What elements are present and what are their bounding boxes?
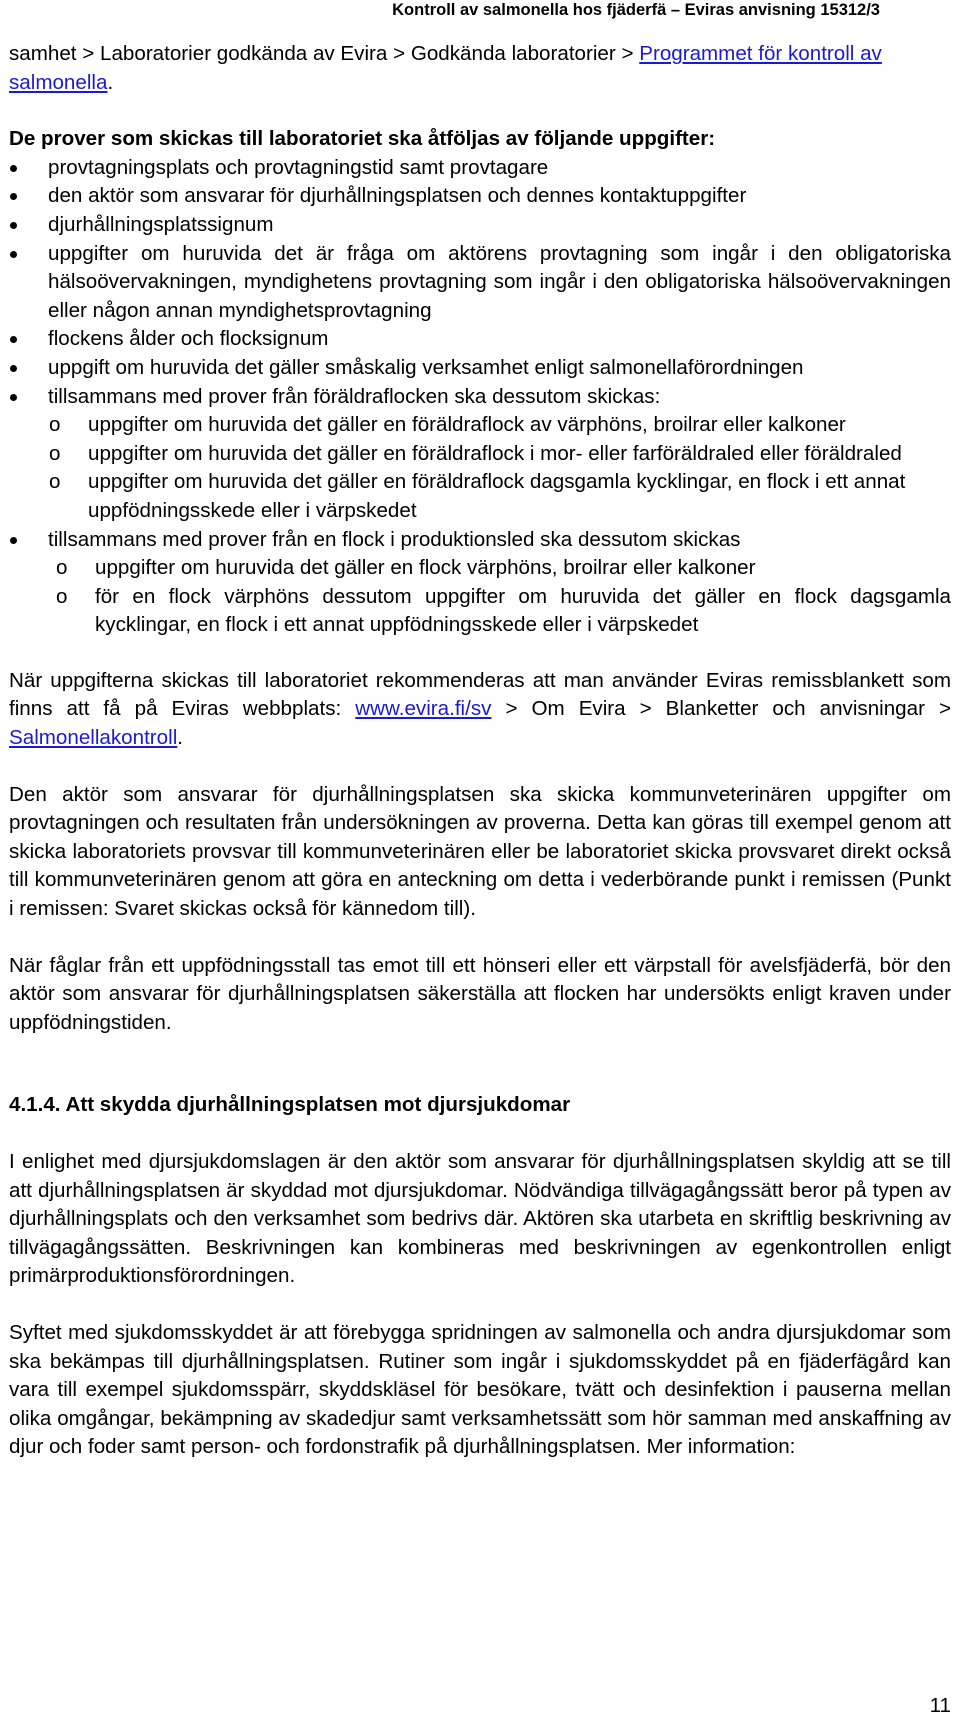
list-item	[9, 182, 951, 211]
remiss-paragraph	[9, 667, 951, 753]
sub-bullet-icon: o	[49, 413, 61, 437]
salmonellakontroll-link[interactable]: Salmonellakontroll	[9, 726, 178, 750]
bullet-icon	[10, 193, 17, 200]
list-item	[9, 526, 951, 555]
bullet-icon	[10, 394, 17, 401]
sub-bullet-icon: o	[56, 556, 68, 580]
list-item-text: tillsammans med prover från föräldraflocken ska dessutom skickas:	[48, 384, 661, 408]
samples-heading: De prover som skickas till laboratoriet ska åtföljas av följande uppgifter:	[9, 127, 716, 151]
remiss-text: När uppgifterna skickas till laboratoriet rekommenderas att man använder Eviras remissblankett som finns att få på Eviras webbplats:	[9, 668, 951, 721]
protection-paragraph: I enlighet med djursjukdomslagen är den aktör som ansvarar för djurhållningsplatsen skyldig att se till att djurhållningsplatsen är skyddad mot djursjukdomar. Nödvändiga tillvägagångssätt beror på typen av djurhållningsplats och den verksamhet som bedrivs där. Aktören ska utarbeta en skriftlig beskrivning av tillvägagångssätten. Beskrivningen kan kombineras med beskrivningen av egenkontrollen enligt primärproduktionsförordningen.	[9, 1150, 951, 1288]
document-body	[9, 40, 951, 1462]
list-item-text: den aktör som ansvarar för djurhållningsplatsen och dennes kontaktuppgifter	[48, 184, 747, 208]
evira-site-link[interactable]: www.evira.fi/sv	[355, 697, 492, 721]
sub-list-item	[9, 468, 951, 525]
parent-flock-sublist	[9, 411, 951, 525]
list-item	[9, 325, 951, 354]
sub-list-item-text: uppgifter om huruvida det gäller en flock värphöns, broilrar eller kalkoner	[95, 556, 756, 580]
sub-list-item	[9, 583, 951, 640]
list-item-text: flockens ålder och flocksignum	[48, 327, 329, 351]
sub-list-item	[9, 411, 951, 440]
section-heading	[9, 1091, 951, 1120]
sub-bullet-icon: o	[49, 441, 61, 465]
section-number: 4.1.4.	[9, 1093, 61, 1117]
sub-list-item-text: för en flock värphöns dessutom uppgifter om huruvida det gäller en flock dagsgamla kycklingar, en flock i ett annat uppfödningsskede eller i värpskedet	[95, 584, 951, 637]
list-item	[9, 154, 951, 183]
salmonella-program-link[interactable]: Programmet för kontroll av salmonella	[9, 42, 882, 94]
list-item-text: djurhållningsplatssignum	[48, 212, 274, 236]
list-item-text: uppgift om huruvida det gäller småskalig verksamhet enligt salmonellaförordningen	[48, 355, 804, 379]
sub-bullet-icon: o	[49, 470, 61, 494]
list-item	[9, 240, 951, 326]
list-item	[9, 383, 951, 412]
section-title: Att skydda djurhållningsplatsen mot djursjukdomar	[65, 1093, 571, 1117]
list-item-text: tillsammans med prover från en flock i produktionsled ska dessutom skickas	[48, 527, 741, 551]
bullet-icon	[10, 222, 17, 229]
samples-list	[9, 154, 951, 411]
breadcrumb-paragraph	[9, 40, 951, 97]
bullet-icon	[10, 537, 17, 544]
breadcrumb-end: .	[107, 70, 114, 94]
bullet-icon	[10, 165, 17, 172]
remiss-text: > Om Evira > Blanketter och anvisningar >	[491, 697, 951, 721]
running-header: Kontroll av salmonella hos fjäderfä – Eviras anvisning 15312/3	[392, 1, 880, 19]
list-item	[9, 211, 951, 240]
sub-bullet-icon: o	[56, 584, 68, 608]
sub-list-item-text: uppgifter om huruvida det gäller en föräldraflock dagsgamla kycklingar, en flock i ett annat uppfödningsskede eller i värpskedet	[88, 470, 906, 522]
notify-paragraph: Den aktör som ansvarar för djurhållningsplatsen ska skicka kommunveterinären uppgifter om provtagningen och resultaten från undersökningen av proverna. Detta kan göras till exempel genom att skicka laboratoriets provsvar till kommunveterinären eller be laboratoriet skicka provsvaret direkt också till kommunveterinären genom att göra en anteckning om detta i vederbörande punkt i remissen (Punkt i remissen: Svaret skickas också för kännedom till).	[9, 782, 951, 921]
remiss-text: .	[177, 726, 184, 750]
bullet-icon	[10, 336, 17, 343]
purpose-paragraph: Syftet med sjukdomsskyddet är att förebygga spridningen av salmonella och andra djursjukdomar som ska bekämpas till djurhållningsplatsen. Rutiner som ingår i sjukdomsskyddet på en fjäderfägård kan vara till exempel sjukdomsspärr, skyddskläsel för besökare, tvätt och desinfektion i pauserna mellan olika omgångar, bekämpning av skadedjur samt verksamhetssätt som hör samman med anskaffning av djur och foder samt person- och fordonstrafik på djurhållningsplatsen. Mer information:	[9, 1320, 951, 1459]
list-item-text: uppgifter om huruvida det är fråga om aktörens provtagning som ingår i den obligatoriska hälsoövervakningen, myndighetens provtagning som ingår i den obligatoriska hälsoövervakningen eller någon annan myndighetsprovtagning	[48, 241, 951, 322]
bullet-icon	[10, 251, 17, 258]
page-number: 11	[929, 1694, 951, 1717]
breadcrumb-text: samhet > Laboratorier godkända av Evira > Godkända laboratorier >	[9, 42, 640, 65]
production-flock-sublist	[9, 554, 951, 640]
sub-list-item	[9, 554, 951, 583]
transfer-paragraph: När fåglar från ett uppfödningsstall tas emot till ett hönseri eller ett värpstall för avelsfjäderfä, bör den aktör som ansvarar för djurhållningsplatsen säkerställa att flocken har undersökts enligt kraven under uppfödningstiden.	[9, 953, 951, 1034]
sub-list-item	[9, 440, 951, 469]
bullet-icon	[10, 365, 17, 372]
list-item	[9, 354, 951, 383]
production-flock-list	[9, 526, 951, 555]
sub-list-item-text: uppgifter om huruvida det gäller en föräldraflock av värphöns, broilrar eller kalkoner	[88, 413, 846, 437]
sub-list-item-text: uppgifter om huruvida det gäller en föräldraflock i mor- eller farföräldraled eller föräldraled	[88, 441, 902, 465]
list-item-text: provtagningsplats och provtagningstid samt provtagare	[48, 155, 549, 179]
